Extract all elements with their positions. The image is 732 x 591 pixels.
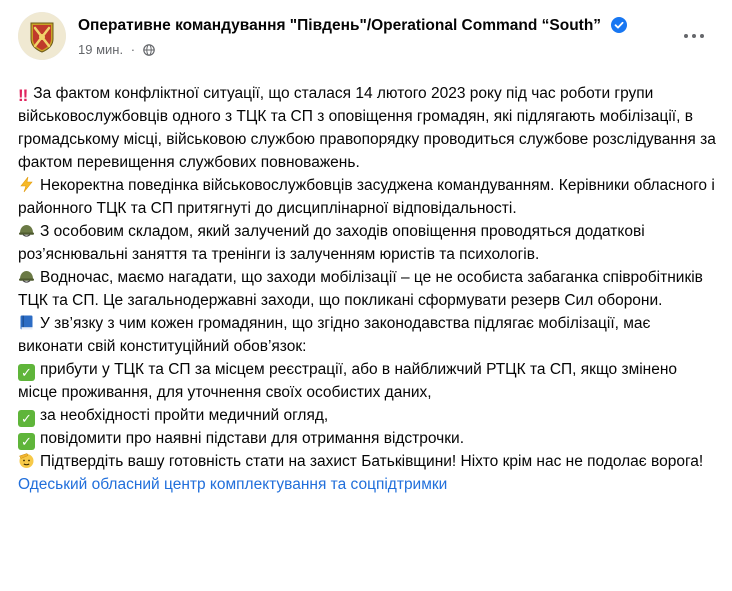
saluting-face-icon	[18, 452, 35, 469]
page-avatar[interactable]	[18, 12, 66, 60]
check-mark-icon: ✓	[18, 364, 35, 381]
more-dot	[692, 34, 696, 38]
checklist-text: прибути у ТЦК та СП за місцем реєстрації, або в найближчий РТЦК та СП, якщо змінено місце проживання, для уточнення своїх особистих даних,	[18, 361, 678, 401]
military-helmet-icon	[18, 268, 35, 285]
meta-separator: ·	[130, 42, 136, 57]
checklist-text: за необхідності пройти медичний огляд,	[40, 407, 329, 424]
post-meta	[78, 42, 155, 57]
blue-book-icon	[18, 314, 35, 331]
paragraph-4	[18, 266, 718, 312]
paragraph-2	[18, 174, 718, 220]
paragraph-1	[18, 82, 718, 174]
check-mark-icon: ✓	[18, 433, 35, 450]
post-timestamp[interactable]: 19 мин.	[78, 42, 124, 57]
check-mark-icon: ✓	[18, 410, 35, 427]
paragraph-text: Підтвердіть вашу готовність стати на захист Батьківщини! Ніхто крім нас не подолає ворога!	[40, 453, 704, 470]
page-name-text: Оперативне командування "Південь"/Operational Command “South”	[78, 17, 602, 34]
paragraph-text: Водночас, маємо нагадати, що заходи мобілізації – це не особиста забаганка співробітників ТЦК та СП. Це загальнодержавні заходи, що покликані сформувати резерв Сил оборони.	[18, 269, 703, 309]
post-header	[18, 12, 720, 62]
paragraph-text: Некоректна поведінка військовослужбовців засуджена командуванням. Керівники обласного і районного ТЦК та СП притягнуті до дисциплінарної відповідальності.	[18, 177, 715, 217]
double-exclamation-icon: ‼	[18, 86, 27, 105]
checklist-item-1	[18, 358, 718, 404]
paragraph-6	[18, 450, 718, 473]
coat-of-arms-icon	[18, 12, 66, 60]
checklist-item-3	[18, 427, 718, 450]
paragraph-text: За фактом конфліктної ситуації, що сталася 14 лютого 2023 року під час роботи групи військовослужбовців одного з ТЦК та СП з оповіщення громадян, які підлягають мобілізації, в громадському місці, військовою службою правопорядку проводиться службове розслідування за фактом перевищення службових повноважень.	[18, 85, 716, 171]
tagged-page-link[interactable]: Одеський обласний центр комплектування та соцпідтримки	[18, 476, 448, 493]
more-dot	[700, 34, 704, 38]
post-text	[18, 82, 718, 496]
paragraph-3	[18, 220, 718, 266]
checklist-item-2	[18, 404, 718, 427]
globe-icon[interactable]	[143, 44, 155, 56]
more-options-button[interactable]	[676, 18, 712, 54]
lightning-icon	[18, 176, 35, 193]
checklist-text: повідомити про наявні підстави для отримання відстрочки.	[40, 430, 465, 447]
verified-badge-icon	[611, 17, 627, 33]
paragraph-7	[18, 473, 718, 496]
paragraph-text: У зв’язку з чим кожен громадянин, що згідно законодавства підлягає мобілізації, має виконати свій конституційний обов’язок:	[18, 315, 651, 355]
page-name-link[interactable]	[78, 17, 627, 35]
paragraph-5	[18, 312, 718, 358]
more-horizontal-icon	[684, 34, 688, 38]
military-helmet-icon	[18, 222, 35, 239]
paragraph-text: З особовим складом, який залучений до заходів оповіщення проводяться додаткові роз’яснювальні заняття та тренінги із залученням юристів та психологів.	[18, 223, 645, 263]
